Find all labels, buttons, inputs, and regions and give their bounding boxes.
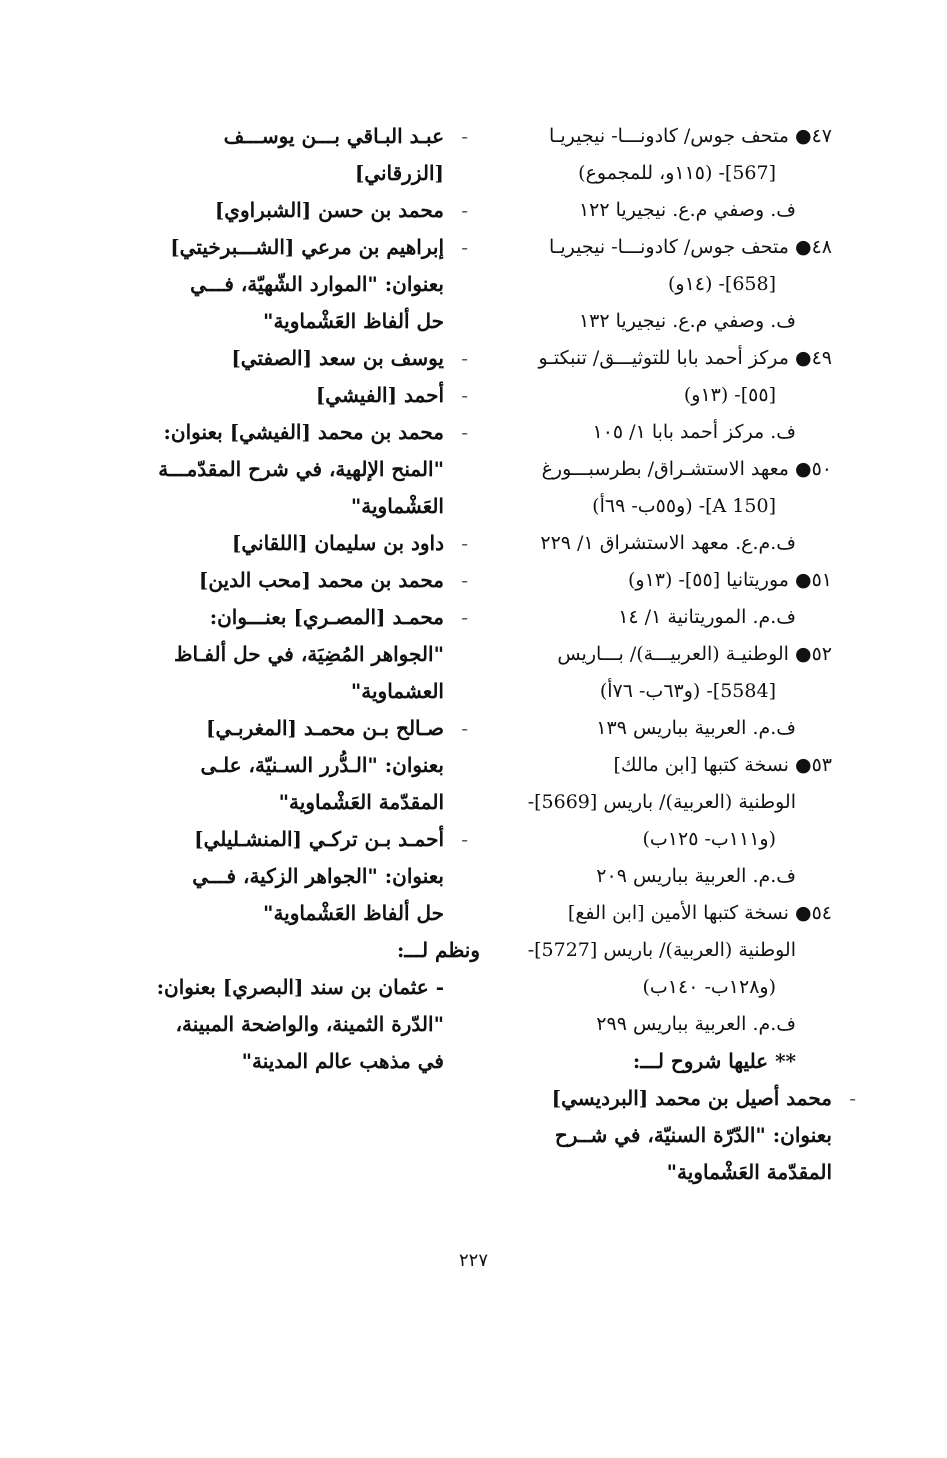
commentary-line: حل ألفاظ العَشْماوية" [263,901,444,925]
entry-line: (و١٢٨ب- ١٤٠ب) [642,976,776,998]
commentary-line: المقدّمة العَشْماوية" [278,790,444,814]
commentary-line: [الزرقاني] [354,161,444,185]
bullet-dash: - [461,531,468,555]
entry-line: ٥٠● معهد الاستشـراق/ بطرسبـــورغ [541,458,832,480]
entry-line: [٥٥]- (١٣و) [683,384,776,406]
bullet-dash: - [461,346,468,370]
entry-line: ف.م. الموريتانية ١/ ١٤ [618,606,796,628]
entry-line: ٤٩● مركز أحمد بابا للتوثيـــق/ تنبكتـو [538,347,832,369]
entry-line: [A 150]- (و٥٥ب- ٦٩أ) [592,495,776,517]
commentary-text: أحمـد بـن تركـي [المنشـليلي] [194,827,444,851]
right-column [492,118,856,1191]
entry-line: ٥٣● نسخة كتبها [ابن مالك] [613,754,832,776]
bullet-dash: - [849,1086,856,1110]
commentary-line [104,599,468,636]
entry-line: ٤٨● متحف جوس/ كادونـــا- نيجيريـا [549,236,832,258]
commentary-line [104,562,468,599]
commentary-text: محمد بن محمد [الفيشي] بعنوان: [163,420,444,444]
commentary-line: في مذهب عالم المدينة" [241,1049,444,1073]
entry-line: ف.م.ع. معهد الاستشراق ١/ ٢٢٩ [540,532,796,554]
commentary-line [104,525,468,562]
bullet-dash: - [461,827,468,851]
commentary-line: "الدّرة الثمينة، والواضحة المبينة، [175,1012,444,1036]
bullet-dash: - [461,198,468,222]
commentary-line: بعنوان: "الموارد الشّهيّة، فـــي [190,272,444,296]
commentary-text: محمد أصيل بن محمد [البرديسي] [551,1086,832,1110]
commentary-line: العَشْماوية" [350,494,444,518]
left-column [104,118,480,1080]
entry-line: ٤٧● متحف جوس/ كادونـــا- نيجيريـا [549,125,832,147]
entry-line: (و١١١ب- ١٢٥ب) [642,828,776,850]
entry-line: ٥٤● نسخة كتبها الأمين [ابن الفع] [567,902,832,924]
entry-line: ف.م. العربية بباريس ٢٩٩ [596,1013,796,1035]
commentary-line: بعنوان: "الدّرّة السنيّة، في شــرح [554,1123,832,1147]
commentary-text: محمـد [المصـري] بعنـــوان: [209,605,444,629]
bullet-dash: - [461,568,468,592]
entry-line: [658]- (١٤و) [668,273,776,295]
bullet-dash: - [461,124,468,148]
entry-line: ف.م. العربية بباريس ١٣٩ [596,717,796,739]
bullet-dash: - [461,716,468,740]
commentary-text: محمد بن محمد [محب الدين] [198,568,444,592]
entry-line: ٥٢● الوطنيـة (العربيـــة)/ بـــاريس [557,643,832,665]
commentary-line [104,118,468,155]
commentary-text: أحمد [الفيشي] [315,383,444,407]
commentary-line: "المنح الإلهية، في شرح المقدّمـــة [158,457,444,481]
commentary-line: العشماوية" [350,679,444,703]
commentary-line [104,414,468,451]
entry-line: ف. مركز أحمد بابا ١/ ١٠٥ [592,421,796,443]
commentary-line [104,229,468,266]
commentary-line: المقدّمة العَشْماوية" [666,1160,832,1184]
commentary-line [104,710,468,747]
entry-line: ف. وصفي م.ع. نيجيريا ١٣٢ [578,310,796,332]
commentary-line [104,821,468,858]
commentary-heading: ** عليها شروح لـــ: [632,1049,796,1073]
commentary-line: "الجواهر المُضِيَة، في حل ألفـاظ [173,642,444,666]
bullet-dash: - [461,420,468,444]
verse-heading: ونظم لـــ: [397,938,480,962]
commentary-text: يوسف بن سعد [الصفتي] [231,346,444,370]
commentary-line: حل ألفاظ العَشْماوية" [263,309,444,333]
commentary-line [492,1080,856,1117]
entry-line: الوطنية (العربية)/ باريس [5727]- [527,939,796,961]
commentary-text: محمد بن حسن [الشبراوي] [214,198,444,222]
commentary-line: بعنوان: "الجواهر الزكية، فـــي [192,864,444,888]
entry-line: [567]- (١١٥و، للمجموع) [578,162,776,184]
entry-line: ٥١● موريتانيا [٥٥]- (١٣و) [627,569,832,591]
commentary-line [104,340,468,377]
page-number: ٢٢٧ [458,1250,488,1271]
bullet-dash: - [461,235,468,259]
commentary-text: داود بن سليمان [اللقاني] [231,531,444,555]
commentary-text: صـالح بـن محمـد [المغربـي] [206,716,444,740]
entry-line: ف.م. العربية بباريس ٢٠٩ [596,865,796,887]
commentary-line: - عثمان بن سند [البصري] بعنوان: [156,975,444,999]
bullet-dash: - [461,383,468,407]
entry-line: الوطنية (العربية)/ باريس [5669]- [527,791,796,813]
commentary-line: بعنوان: "الـدُّرر السـنيّة، علـى [200,753,444,777]
entry-line: ف. وصفي م.ع. نيجيريا ١٢٢ [578,199,796,221]
commentary-text: عبـد البـاقي بـــن يوســـف [223,124,444,148]
commentary-line [104,377,468,414]
entry-line: [5584]- (و٦٣ب- ٧٦أ) [599,680,776,702]
commentary-line [104,192,468,229]
bullet-dash: - [461,605,468,629]
commentary-text: إبراهيم بن مرعي [الشـــبرخيتي] [170,235,444,259]
